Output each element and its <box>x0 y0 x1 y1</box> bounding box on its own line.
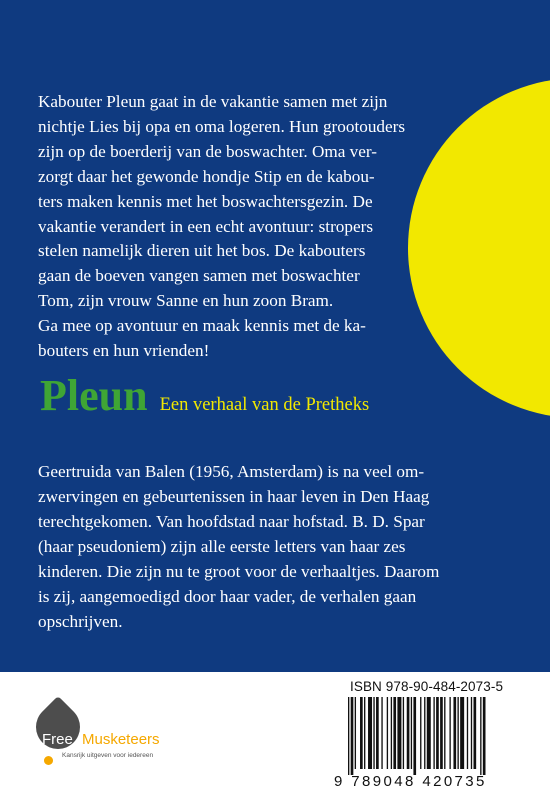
barcode-bar <box>364 697 365 769</box>
title-row <box>40 370 369 421</box>
barcode-bar <box>407 697 410 769</box>
barcode-bar <box>397 697 401 769</box>
barcode-bar <box>433 697 434 769</box>
barcode-bar <box>413 697 416 775</box>
barcode-bar <box>376 697 379 769</box>
publisher-name-free: Free <box>42 731 73 748</box>
logo-drop-icon <box>27 696 89 758</box>
barcode-bar <box>411 697 412 769</box>
barcode-bar <box>373 697 374 769</box>
barcode-bar <box>420 697 421 769</box>
barcode-bar <box>440 697 443 769</box>
publisher-tagline: Kansrijk uitgeven voor iedereen <box>62 752 154 759</box>
book-subtitle: Een verhaal van de Pretheks <box>159 395 370 415</box>
barcode-bar <box>471 697 472 769</box>
barcode-bar <box>387 697 388 769</box>
barcode-bar <box>467 697 468 769</box>
publisher-logo <box>32 702 202 782</box>
barcode-bar <box>403 697 404 769</box>
barcode-icon <box>346 697 524 775</box>
publisher-name-musketeers: Musketeers <box>82 731 160 748</box>
barcode-bar <box>427 697 431 769</box>
barcode-bar <box>457 697 458 769</box>
barcode-bar <box>449 697 450 769</box>
barcode-bar <box>391 697 392 769</box>
barcode-bar <box>368 697 372 769</box>
barcode-bar <box>444 697 445 769</box>
barcode-bar <box>480 697 481 775</box>
barcode-bar <box>351 697 354 775</box>
logo-dot-icon <box>44 756 53 765</box>
barcode-bar <box>348 697 349 775</box>
barcode-bar <box>483 697 486 775</box>
barcode-bar <box>453 697 456 769</box>
barcode-bar <box>460 697 464 769</box>
barcode-bar <box>393 697 396 769</box>
author-bio: Geertruida van Balen (1956, Amsterdam) is na veel om- zwervingen en gebeurtenissen in haar leven in Den Haag terechtgekomen. Van hoofdstad naar hofstad. B. D. Spar (haar pseudoniem) zijn alle eerste letters van haar zes kinderen. Die zijn nu te groot voor de verhaaltjes. Daarom is zij, aangemoedigd door haar vader, de verhalen gaan opschrijven. <box>38 462 440 631</box>
book-title: Pleun <box>40 371 148 420</box>
barcode-bar <box>381 697 382 769</box>
barcode-bar <box>360 697 363 769</box>
barcode-bar <box>355 697 356 769</box>
barcode-bar <box>473 697 476 769</box>
barcode-digits: 9 789048 420735 <box>334 773 487 790</box>
barcode-bar <box>424 697 425 769</box>
barcode-bar <box>436 697 439 769</box>
isbn-label: ISBN 978-90-484-2073-5 <box>350 679 504 694</box>
blurb-text: Kabouter Pleun gaat in de vakantie samen met zijn nichtje Lies bij opa en oma logeren. Hun grootouders zijn op de boerderij van de boswachter. Oma ver- zorgt daar het gewonde hondje Stip en de kabou- ters maken kennis met het boswachtersgezin. De vakantie verandert in een echt avontuur: stropers stelen namelijk dieren uit het bos. De kabouters gaan de boeven vangen samen met boswachter Tom, zijn vrouw Sanne en hun zoon Bram. Ga mee op avontuur en maak kennis met de ka- bouters en hun vrienden! <box>38 92 406 361</box>
